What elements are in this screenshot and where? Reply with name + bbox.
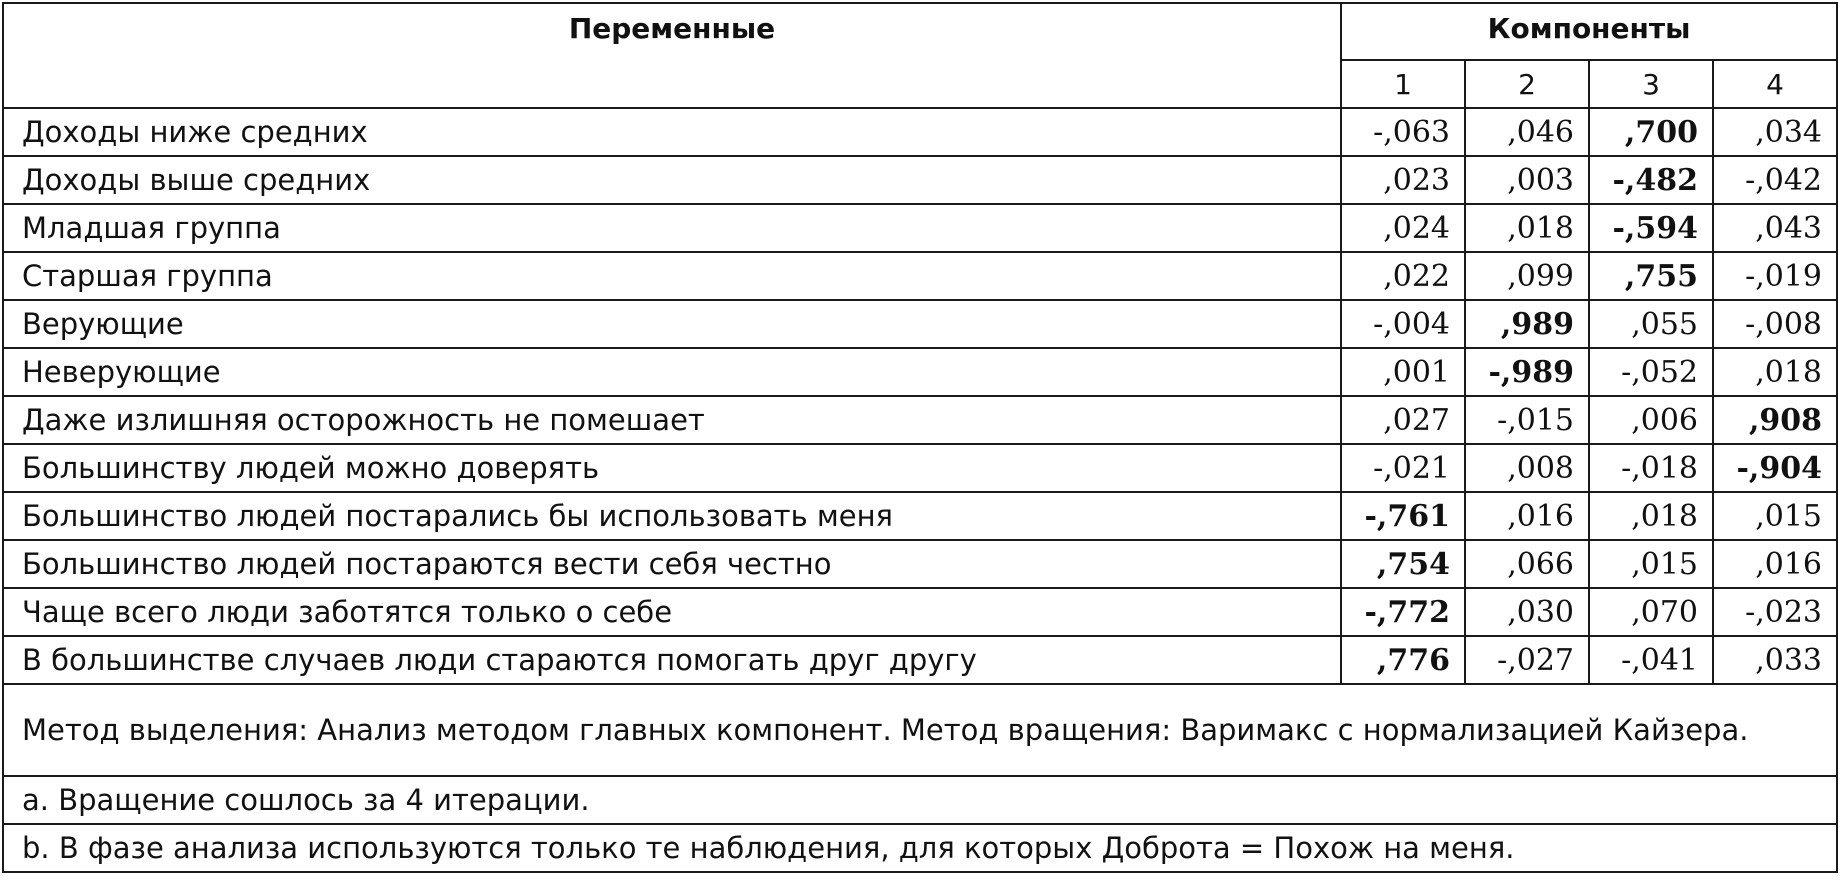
note-method-row [3,684,1837,776]
loading-value-component-1: -,761 [1341,492,1465,540]
variables-header: Переменные [3,3,1341,108]
component-number-4: 4 [1713,60,1837,108]
loading-value-component-4: ,043 [1713,204,1837,252]
loading-value-component-3: ,015 [1589,540,1713,588]
loading-value-component-3: -,041 [1589,636,1713,684]
table-row [3,204,1837,252]
loading-value-component-2: ,018 [1465,204,1589,252]
variable-label: Большинству людей можно доверять [3,444,1341,492]
loading-value-component-2: ,008 [1465,444,1589,492]
note-method: Метод выделения: Анализ методом главных компонент. Метод вращения: Варимакс с нормализацией Кайзера. [3,684,1837,776]
loading-value-component-4: ,018 [1713,348,1837,396]
component-number-1: 1 [1341,60,1465,108]
loading-value-component-1: ,022 [1341,252,1465,300]
table-row [3,492,1837,540]
component-matrix-table [2,2,1838,873]
loading-value-component-3: ,700 [1589,108,1713,156]
loading-value-component-2: ,066 [1465,540,1589,588]
variable-label: Большинство людей постараются вести себя честно [3,540,1341,588]
variable-label: Верующие [3,300,1341,348]
loading-value-component-3: ,055 [1589,300,1713,348]
note-b-row [3,824,1837,872]
variable-label: Доходы выше средних [3,156,1341,204]
variable-label: Большинство людей постарались бы использовать меня [3,492,1341,540]
loading-value-component-1: -,004 [1341,300,1465,348]
loading-value-component-1: ,776 [1341,636,1465,684]
components-header: Компоненты [1341,3,1837,60]
loading-value-component-4: ,015 [1713,492,1837,540]
note-b: b. В фазе анализа используются только те наблюдения, для которых Доброта = Похож на меня. [3,824,1837,872]
loading-value-component-2: -,989 [1465,348,1589,396]
variable-label: Даже излишняя осторожность не помешает [3,396,1341,444]
loading-value-component-2: ,030 [1465,588,1589,636]
loading-value-component-1: -,063 [1341,108,1465,156]
loading-value-component-4: ,033 [1713,636,1837,684]
table-row [3,156,1837,204]
loading-value-component-4: -,904 [1713,444,1837,492]
loading-value-component-4: -,042 [1713,156,1837,204]
loading-value-component-3: ,018 [1589,492,1713,540]
loading-value-component-1: -,772 [1341,588,1465,636]
loading-value-component-3: ,755 [1589,252,1713,300]
loading-value-component-1: ,027 [1341,396,1465,444]
header-row [3,3,1837,60]
loading-value-component-2: ,016 [1465,492,1589,540]
table-row [3,444,1837,492]
loading-value-component-1: -,021 [1341,444,1465,492]
loading-value-component-4: ,034 [1713,108,1837,156]
loading-value-component-2: -,027 [1465,636,1589,684]
loading-value-component-1: ,001 [1341,348,1465,396]
loading-value-component-3: -,018 [1589,444,1713,492]
loading-value-component-4: -,008 [1713,300,1837,348]
variable-label: В большинстве случаев люди стараются помогать друг другу [3,636,1341,684]
table-row [3,348,1837,396]
loading-value-component-2: ,099 [1465,252,1589,300]
variable-label: Старшая группа [3,252,1341,300]
loading-value-component-3: ,070 [1589,588,1713,636]
component-number-2: 2 [1465,60,1589,108]
table-row [3,108,1837,156]
loading-value-component-2: ,046 [1465,108,1589,156]
loading-value-component-4: -,023 [1713,588,1837,636]
loading-value-component-3: -,594 [1589,204,1713,252]
loading-value-component-2: ,003 [1465,156,1589,204]
table-row [3,540,1837,588]
loading-value-component-3: -,482 [1589,156,1713,204]
component-number-3: 3 [1589,60,1713,108]
loading-value-component-4: ,908 [1713,396,1837,444]
loading-value-component-3: -,052 [1589,348,1713,396]
loading-value-component-2: ,989 [1465,300,1589,348]
loading-value-component-2: -,015 [1465,396,1589,444]
table-row [3,588,1837,636]
loading-value-component-1: ,024 [1341,204,1465,252]
loading-value-component-4: ,016 [1713,540,1837,588]
note-a-row [3,776,1837,824]
loading-value-component-1: ,023 [1341,156,1465,204]
variable-label: Неверующие [3,348,1341,396]
table-row [3,252,1837,300]
variable-label: Младшая группа [3,204,1341,252]
loading-value-component-4: -,019 [1713,252,1837,300]
table-row [3,636,1837,684]
table-row [3,396,1837,444]
table-row [3,300,1837,348]
variable-label: Чаще всего люди заботятся только о себе [3,588,1341,636]
loading-value-component-3: ,006 [1589,396,1713,444]
loading-value-component-1: ,754 [1341,540,1465,588]
note-a: a. Вращение сошлось за 4 итерации. [3,776,1837,824]
variable-label: Доходы ниже средних [3,108,1341,156]
